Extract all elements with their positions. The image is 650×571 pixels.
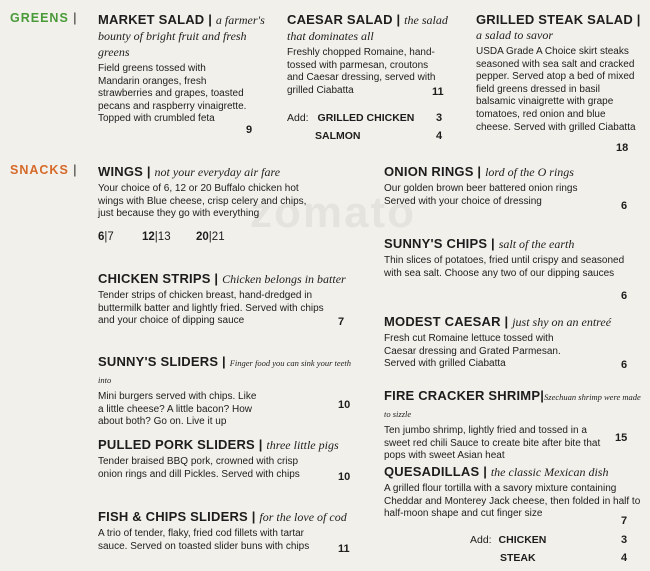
item-tagline: three little pigs bbox=[266, 438, 339, 452]
item-title: PULLED PORK SLIDERS bbox=[98, 437, 255, 452]
addon-name: GRILLED CHICKEN bbox=[317, 112, 415, 124]
item-tagline: not your everyday air fare bbox=[154, 165, 281, 179]
wings-count: 12 bbox=[142, 231, 155, 243]
item-tagline: Chicken belongs in batter bbox=[222, 272, 346, 286]
item-description: Thin slices of potatoes, fried until crispy and seasoned with sea salt. Choose any two of our dipping sauces bbox=[384, 255, 625, 279]
addon-price-grilled-chicken: 3 bbox=[436, 112, 443, 124]
menu-item-quesadillas bbox=[384, 464, 644, 521]
price-sunnys-sliders: 10 bbox=[338, 399, 351, 411]
menu-item-chicken-strips bbox=[98, 271, 363, 328]
item-title-line bbox=[384, 388, 644, 422]
item-sep: | bbox=[258, 437, 263, 452]
item-description: Freshly chopped Romaine, hand-tossed with parmesan, croutons and Caesar dressing, served with grilled Ciabatta bbox=[287, 47, 436, 96]
price-sunnys-chips: 6 bbox=[621, 290, 628, 302]
section-snacks-text: SNACKS bbox=[10, 163, 69, 177]
menu-item-market-salad bbox=[98, 12, 270, 126]
item-sep: | bbox=[504, 314, 509, 329]
item-title-line bbox=[476, 12, 644, 43]
menu-item-sunnys-sliders bbox=[98, 354, 363, 429]
menu-item-onion-rings bbox=[384, 164, 640, 208]
item-description: Tender strips of chicken breast, hand-dredged in buttermilk batter and lightly fried. Served with chips and your choice of dipping sauce bbox=[98, 290, 324, 327]
menu-item-fish-chips-sliders bbox=[98, 509, 363, 553]
item-description: Fresh cut Romaine lettuce tossed with Caesar dressing and Grated Parmesan. Served with grilled Ciabatta bbox=[384, 333, 561, 370]
wings-count: 6 bbox=[98, 231, 105, 243]
price-fire-cracker-shrimp: 15 bbox=[615, 432, 628, 444]
wings-sep: | bbox=[154, 231, 158, 243]
item-sep: | bbox=[208, 12, 213, 27]
menu-item-fire-cracker-shrimp bbox=[384, 388, 644, 463]
item-tagline: salt of the earth bbox=[498, 237, 575, 251]
section-greens-divider: | bbox=[73, 11, 78, 25]
item-title: MARKET SALAD bbox=[98, 12, 205, 27]
wings-option-12 bbox=[142, 231, 171, 243]
item-tagline: the salad that dominates all bbox=[287, 13, 448, 43]
add-label: Add: bbox=[287, 112, 309, 124]
addon-price-steak: 4 bbox=[621, 552, 628, 564]
wings-count: 20 bbox=[196, 231, 209, 243]
item-title-line bbox=[98, 437, 363, 453]
price-quesadillas: 7 bbox=[621, 515, 628, 527]
item-tagline: a salad to savor bbox=[476, 28, 554, 42]
menu-item-pulled-pork-sliders bbox=[98, 437, 363, 481]
item-tagline: for the love of cod bbox=[259, 510, 347, 524]
item-sep: | bbox=[483, 464, 488, 479]
item-title: FIRE CRACKER SHRIMP bbox=[384, 388, 541, 403]
menu-item-modest-caesar bbox=[384, 314, 640, 371]
item-sep: | bbox=[636, 12, 641, 27]
item-description: A trio of tender, flaky, fried cod fillets with tartar sauce. Served on toasted slider buns with chips bbox=[98, 528, 310, 552]
item-sep: | bbox=[477, 164, 482, 179]
item-sep: | bbox=[396, 12, 401, 27]
addon-name: CHICKEN bbox=[498, 534, 547, 546]
item-sep: | bbox=[214, 271, 219, 286]
price-grilled-steak-salad: 18 bbox=[616, 142, 629, 154]
menu-item-sunnys-chips bbox=[384, 236, 640, 280]
section-snacks-divider: | bbox=[73, 163, 78, 177]
item-tagline: lord of the O rings bbox=[485, 165, 574, 179]
wings-sep: | bbox=[208, 231, 212, 243]
addon-row-salmon bbox=[315, 130, 361, 142]
item-title-line bbox=[98, 354, 363, 388]
item-sep: | bbox=[222, 354, 226, 369]
item-title-line bbox=[98, 271, 363, 287]
add-label: Add: bbox=[470, 534, 492, 546]
item-sep: | bbox=[491, 236, 495, 251]
menu-item-grilled-steak-salad bbox=[476, 12, 644, 134]
price-modest-caesar: 6 bbox=[621, 359, 628, 371]
item-title-line bbox=[98, 509, 363, 525]
item-description: Field greens tossed with Mandarin oranges, fresh strawberries and grapes, toasted pecans and raspberry vinaigrette. Topped with crumbled feta bbox=[98, 63, 247, 125]
item-title-line bbox=[384, 164, 640, 180]
item-tagline: Finger food you can sink your teeth into bbox=[98, 358, 352, 385]
wings-option-6 bbox=[98, 231, 114, 243]
item-description: Tender braised BBQ pork, crowned with crisp onion rings and dill Pickles. Served with chips bbox=[98, 456, 300, 480]
item-tagline: Szechuan shrimp were made to sizzle bbox=[384, 392, 641, 419]
item-description: A grilled flour tortilla with a savory mixture containing Cheddar and Monterey Jack cheese, then folded in half to half-moon shape and cut finger size bbox=[384, 483, 641, 520]
item-title: CHICKEN STRIPS bbox=[98, 271, 211, 286]
price-chicken-strips: 7 bbox=[338, 316, 345, 328]
price-caesar-salad: 11 bbox=[432, 86, 444, 98]
item-title: MODEST CAESAR bbox=[384, 314, 501, 329]
item-tagline: just shy on an entreé bbox=[512, 315, 612, 329]
item-title-line bbox=[98, 12, 270, 60]
section-label-snacks bbox=[10, 163, 78, 177]
item-title: CAESAR SALAD bbox=[287, 12, 393, 27]
item-sep: | bbox=[146, 164, 151, 179]
item-title-line bbox=[384, 314, 640, 330]
item-tagline: a farmer's bounty of bright fruit and fresh greens bbox=[98, 13, 265, 59]
price-fish-chips-sliders: 11 bbox=[338, 543, 350, 555]
item-sep: | bbox=[540, 388, 545, 403]
item-description: Ten jumbo shrimp, lightly fried and tossed in a sweet red chili Sauce to create bite after bite that pops with sweet Asian heat bbox=[384, 425, 601, 462]
wings-option-20 bbox=[196, 231, 225, 243]
price-onion-rings: 6 bbox=[621, 200, 628, 212]
addon-price-chicken: 3 bbox=[621, 534, 628, 546]
item-sep: | bbox=[251, 509, 256, 524]
addon-row-steak bbox=[500, 552, 536, 564]
section-greens-text: GREENS bbox=[10, 11, 69, 25]
item-title: FISH & CHIPS SLIDERS bbox=[98, 509, 248, 524]
item-title: ONION RINGS bbox=[384, 164, 474, 179]
menu-item-caesar-salad bbox=[287, 12, 457, 97]
section-label-greens bbox=[10, 11, 78, 25]
addon-price-salmon: 4 bbox=[436, 130, 443, 142]
item-title: WINGS bbox=[98, 164, 144, 179]
wings-price: 7 bbox=[107, 231, 114, 243]
item-description: Your choice of 6, 12 or 20 Buffalo chicken hot wings with Blue cheese, crisp celery and chips, just because they go with everything bbox=[98, 183, 307, 220]
addon-name: STEAK bbox=[500, 552, 536, 564]
item-title-line bbox=[287, 12, 457, 44]
addon-name: SALMON bbox=[315, 130, 361, 142]
addon-row-grilled-chicken bbox=[287, 112, 414, 124]
addon-row-chicken bbox=[470, 534, 546, 546]
wings-sep: | bbox=[104, 231, 108, 243]
item-title-line bbox=[98, 164, 363, 180]
price-pulled-pork-sliders: 10 bbox=[338, 471, 351, 483]
item-title: SUNNY'S SLIDERS bbox=[98, 354, 219, 369]
item-title-line bbox=[384, 464, 644, 480]
wings-price: 21 bbox=[211, 231, 225, 243]
item-title: SUNNY'S CHIPS bbox=[384, 236, 488, 251]
item-title: QUESADILLAS bbox=[384, 464, 480, 479]
item-description: Our golden brown beer battered onion rings Served with your choice of dressing bbox=[384, 183, 578, 207]
item-description: USDA Grade A Choice skirt steaks seasoned with sea salt and cracked pepper. Served atop a bed of mixed field greens dressed in basil balsamic vinaigrette with grape tomatoes, red onion and blue cheese. Served with grilled Ciabatta bbox=[476, 46, 636, 133]
item-description: Mini burgers served with chips. Like a little cheese? A little bacon? How about both? Go on. Live it up bbox=[98, 391, 257, 428]
wings-price: 13 bbox=[157, 231, 171, 243]
item-title: GRILLED STEAK SALAD bbox=[476, 12, 633, 27]
watermark: zomato bbox=[250, 188, 416, 237]
item-tagline: the classic Mexican dish bbox=[490, 465, 609, 479]
menu-item-wings bbox=[98, 164, 363, 221]
item-title-line bbox=[384, 236, 640, 252]
price-market-salad: 9 bbox=[246, 124, 253, 136]
